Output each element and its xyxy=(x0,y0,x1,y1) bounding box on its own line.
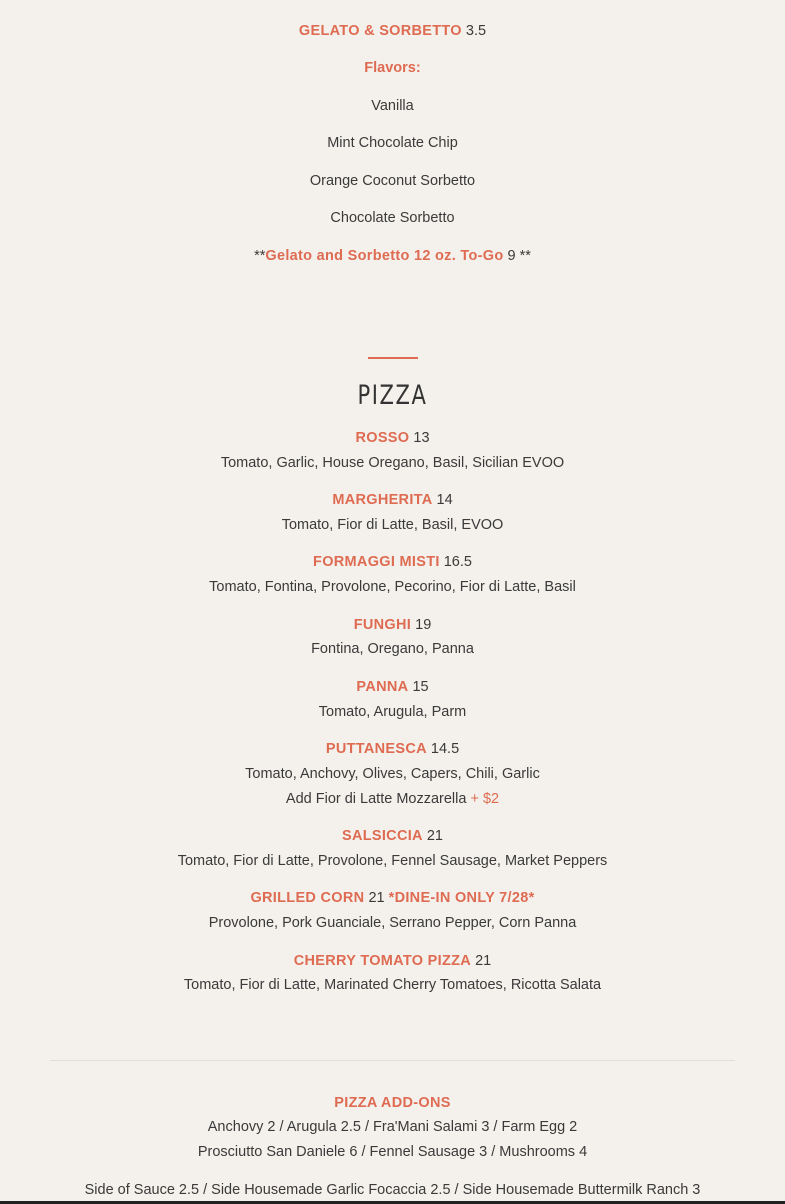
menu-item-title xyxy=(0,740,785,758)
menu-item-title xyxy=(0,429,785,447)
menu-item-price: 13 xyxy=(413,430,430,446)
menu-item-name: ROSSO xyxy=(355,430,410,446)
menu-item-price: 21 xyxy=(426,828,443,844)
section-divider xyxy=(368,357,418,359)
gelato-heading xyxy=(0,22,785,40)
addons-title: PIZZA ADD-ONS xyxy=(334,1095,451,1111)
menu-item-desc: Tomato, Fontina, Provolone, Pecorino, Fior di Latte, Basil xyxy=(209,579,576,595)
menu-item-price: 19 xyxy=(415,617,432,633)
menu-item-desc: Tomato, Anchovy, Olives, Capers, Chili, Garlic xyxy=(245,766,540,782)
menu-item-name: GRILLED CORN xyxy=(250,890,365,906)
addons-line: Anchovy 2 / Arugula 2.5 / Fra'Mani Salami 3 / Farm Egg 2 xyxy=(207,1119,578,1135)
pizza-section-title: PIZZA xyxy=(357,380,428,411)
menu-item-desc: Tomato, Arugula, Parm xyxy=(318,704,467,720)
addons-line: Prosciutto San Daniele 6 / Fennel Sausage 3 / Mushrooms 4 xyxy=(197,1144,588,1160)
menu-item-price: 16.5 xyxy=(443,554,472,570)
togo-prefix: ** xyxy=(254,248,266,264)
menu-item-name: FORMAGGI MISTI xyxy=(313,554,440,570)
menu-item-price: 14.5 xyxy=(430,741,460,757)
flavor-item: Mint Chocolate Chip xyxy=(327,135,458,151)
extra-price: + $2 xyxy=(470,791,500,807)
menu-item-note: *DINE-IN ONLY 7/28* xyxy=(388,890,535,906)
menu-item-name: CHERRY TOMATO PIZZA xyxy=(293,953,472,969)
menu-item-name: PANNA xyxy=(356,679,409,695)
menu-item-desc: Tomato, Garlic, House Oregano, Basil, Sicilian EVOO xyxy=(220,455,565,471)
flavor-item: Chocolate Sorbetto xyxy=(330,210,455,226)
flavor-item: Orange Coconut Sorbetto xyxy=(309,173,476,189)
flavor-item: Vanilla xyxy=(371,98,414,114)
menu-item-name: FUNGHI xyxy=(353,617,412,633)
menu-item-desc: Provolone, Pork Guanciale, Serrano Pepper, Corn Panna xyxy=(208,915,577,931)
menu-item-desc: Tomato, Fior di Latte, Marinated Cherry Tomatoes, Ricotta Salata xyxy=(183,977,602,993)
gelato-title: GELATO & SORBETTO xyxy=(298,23,462,39)
menu-item-name: MARGHERITA xyxy=(332,492,433,508)
menu-item-title xyxy=(0,952,785,970)
menu-item-name: PUTTANESCA xyxy=(325,741,427,757)
menu-item-desc: Tomato, Fior di Latte, Basil, EVOO xyxy=(281,517,504,533)
menu-item-title xyxy=(0,678,785,696)
menu-item-title xyxy=(0,491,785,509)
menu-item-price: 14 xyxy=(436,492,453,508)
togo-label: Gelato and Sorbetto 12 oz. To-Go xyxy=(265,248,504,264)
menu-item-name: SALSICCIA xyxy=(341,828,423,844)
menu-item-desc: Tomato, Fior di Latte, Provolone, Fennel Sausage, Market Peppers xyxy=(177,853,608,869)
togo-suffix: 9 ** xyxy=(503,248,531,264)
addons-line: Side of Sauce 2.5 / Side Housemade Garlic Focaccia 2.5 / Side Housemade Buttermilk Ranch 3 xyxy=(84,1182,701,1198)
togo-note xyxy=(0,247,785,265)
menu-item-price: 15 xyxy=(412,679,429,695)
menu-item-title xyxy=(0,827,785,845)
menu-item-title xyxy=(0,616,785,634)
extra-label: Add Fior di Latte Mozzarella xyxy=(285,791,467,807)
menu-item-extra xyxy=(0,790,785,808)
menu-item-price: 21 xyxy=(475,953,492,969)
menu-item-price: 21 xyxy=(368,890,385,906)
menu-item-title xyxy=(0,553,785,571)
menu-item-desc: Fontina, Oregano, Panna xyxy=(311,641,474,657)
gelato-price: 3.5 xyxy=(465,23,487,39)
section-separator xyxy=(50,1060,735,1061)
menu-item-title xyxy=(0,889,785,907)
flavors-label: Flavors: xyxy=(364,60,421,76)
